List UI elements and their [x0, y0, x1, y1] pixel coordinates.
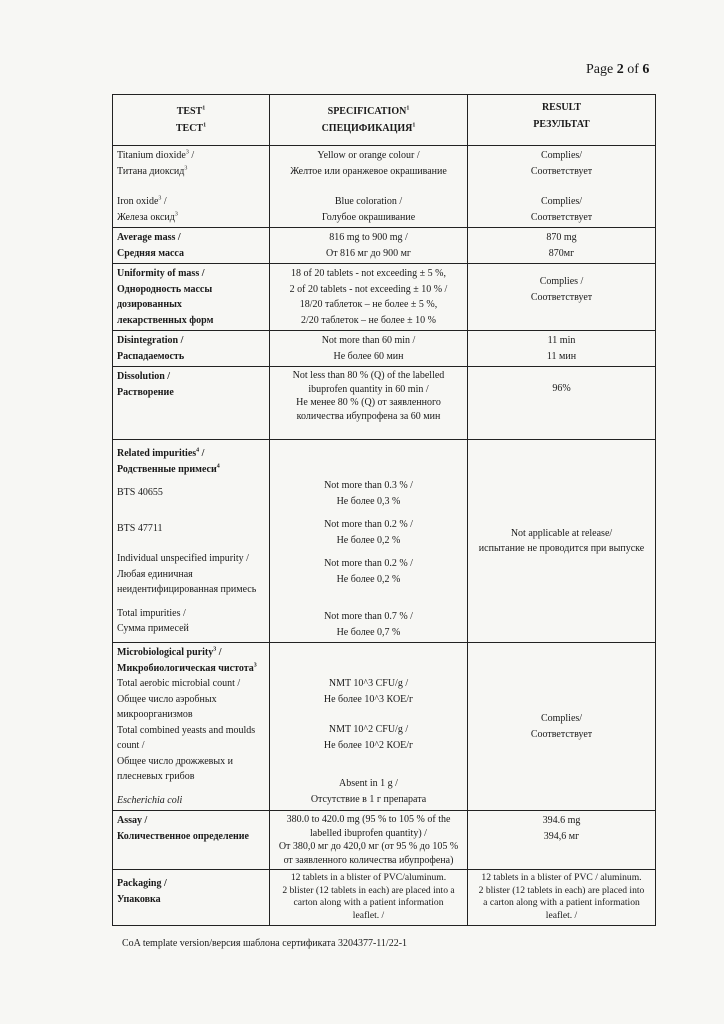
test-cell: Related impurities$^4$ / Родственные примеси$^4$ BTS 40655 BTS 47711 Individual unspecified impurity / Любая единичная неидентифицированная примесь Total impurities / Сумма примесей [113, 440, 270, 643]
result-cell: Complies/ Соответствует Complies/ Соответствует [468, 146, 656, 228]
result-cell: 96% [468, 367, 656, 440]
row-assay [113, 811, 656, 870]
header-row [113, 95, 656, 146]
spec-cell: Not more than 0.3 % / Не более 0,3 % Not more than 0.2 % / Не более 0,2 % Not more than 0.2 % / Не более 0,2 % Not more than 0.7 % / Не более 0,7 % [270, 440, 468, 643]
test-cell: Packaging / Упаковка [113, 870, 270, 926]
row-packaging [113, 870, 656, 926]
result-cell: Complies / Соответствует [468, 264, 656, 331]
header-specification: SPECIFICATION$^1$ СПЕЦИФИКАЦИЯ$^1$ [270, 95, 468, 146]
row-colour [113, 146, 656, 228]
spec-cell: 816 mg to 900 mg / От 816 мг до 900 мг [270, 228, 468, 264]
result-cell: 870 mg 870мг [468, 228, 656, 264]
result-cell: 394.6 mg 394,6 мг [468, 811, 656, 870]
result-cell: Not applicable at release/ испытание не проводится при выпуске [468, 440, 656, 643]
test-cell: Uniformity of mass / Однородность массы дозированных лекарственных форм [113, 264, 270, 331]
spec-cell: NMT 10^3 CFU/g / Не более 10^3 КОЕ/г NMT 10^2 CFU/g / Не более 10^2 КОЕ/г Absent in 1 g / Отсутствие в 1 г препарата [270, 643, 468, 811]
result-cell: 11 min 11 мин [468, 331, 656, 367]
spec-cell: Not less than 80 % (Q) of the labelled ibuprofen quantity in 60 min / Не менее 80 % (Q) от заявленного количества ибупрофена за 60 мин [270, 367, 468, 440]
spec-cell: 18 of 20 tablets - not exceeding ± 5 %, 2 of 20 tablets - not exceeding ± 10 % / 18/20 таблеток – не более ± 5 %, 2/20 таблеток – не более ± 10 % [270, 264, 468, 331]
spec-cell: Yellow or orange colour / Желтое или оранжевое окрашивание Blue coloration / Голубое окрашивание [270, 146, 468, 228]
test-cell: Disintegration / Распадаемость [113, 331, 270, 367]
header-test: TEST$^1$ ТЕСТ$^1$ [113, 95, 270, 146]
test-cell: Assay / Количественное определение [113, 811, 270, 870]
test-cell: Average mass / Средняя масса [113, 228, 270, 264]
page-number: Page 2 of 6 [586, 62, 650, 77]
row-related-impurities [113, 440, 656, 643]
row-dissolution [113, 367, 656, 440]
header-result: RESULT РЕЗУЛЬТАТ [468, 95, 656, 146]
coa-table [112, 94, 656, 926]
result-cell: Complies/ Соответствует [468, 643, 656, 811]
spec-cell: Not more than 60 min / Не более 60 мин [270, 331, 468, 367]
result-cell: 12 tablets in a blister of PVC / aluminum. 2 blister (12 tablets in each) are placed into a carton along with a patient information leaflet. / [468, 870, 656, 926]
test-cell: Dissolution / Растворение [113, 367, 270, 440]
row-average-mass [113, 228, 656, 264]
template-version-footer: CoA template version/версия шаблона сертификата 3204377-11/22-1 [122, 938, 408, 949]
row-uniformity [113, 264, 656, 331]
test-cell: Microbiological purity$^3$ / Микробиологическая чистота$^3$ Total aerobic microbial count / Общее число аэробных микроорганизмов Total combined yeasts and moulds count / Общее число дрожжевых и плесневых грибов Escherichia coli [113, 643, 270, 811]
row-microbiological-purity [113, 643, 656, 811]
spec-cell: 380.0 to 420.0 mg (95 % to 105 % of the labelled ibuprofen quantity) / От 380,0 мг до 420,0 мг (от 95 % до 105 % от заявленного количества ибупрофена) [270, 811, 468, 870]
test-cell: Titanium dioxide$^3$ / Титана диоксид$^3$ Iron oxide$^3$ / Железа оксид$^3$ [113, 146, 270, 228]
spec-cell: 12 tablets in a blister of PVC/aluminum. 2 blister (12 tablets in each) are placed into a carton along with a patient information leaflet. / [270, 870, 468, 926]
row-disintegration [113, 331, 656, 367]
